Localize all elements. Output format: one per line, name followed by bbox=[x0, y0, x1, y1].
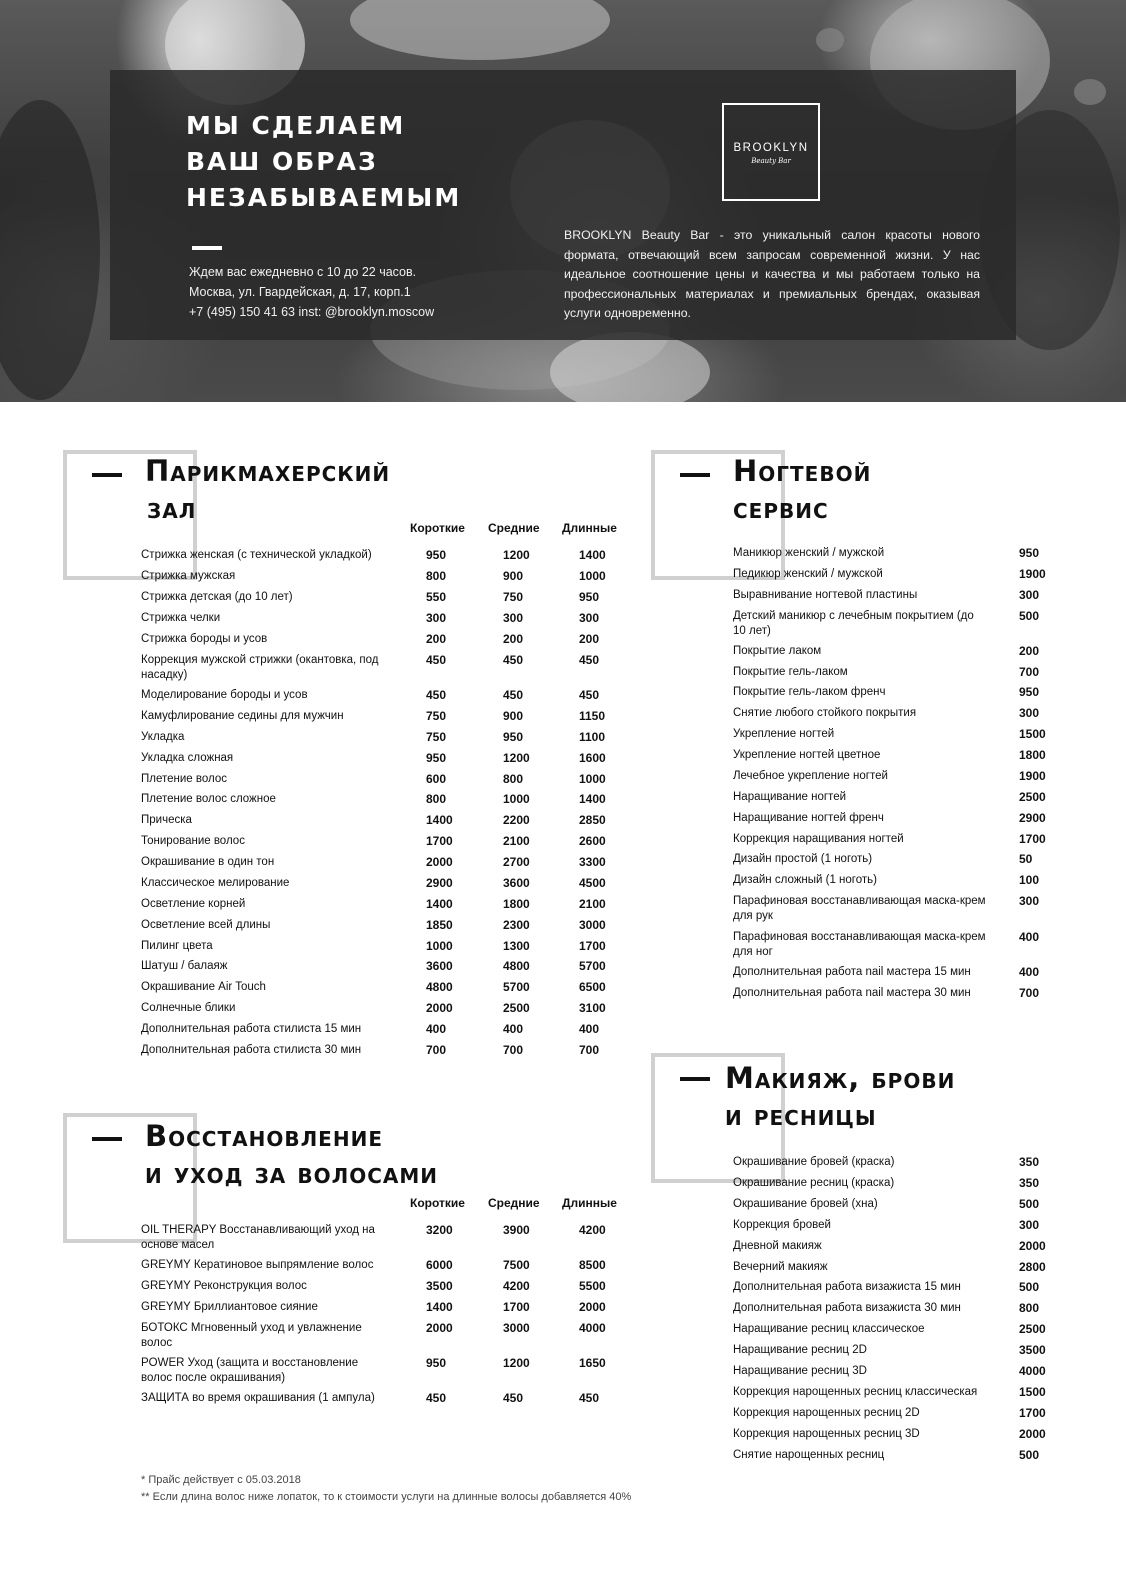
price: 2500 bbox=[1019, 790, 1046, 804]
price-short: 2000 bbox=[426, 855, 453, 869]
price: 300 bbox=[1019, 706, 1040, 720]
price-long: 5700 bbox=[579, 959, 606, 973]
price-medium: 5700 bbox=[503, 980, 530, 994]
service-name: Педикюр женский / мужской bbox=[733, 568, 883, 580]
hero-headline-line: НЕЗАБЫВАЕМЫМ bbox=[186, 183, 462, 212]
price-long: 2100 bbox=[579, 897, 606, 911]
section-dash bbox=[92, 473, 122, 477]
price-long: 4200 bbox=[579, 1223, 606, 1237]
service-name: Выравнивание ногтевой пластины bbox=[733, 589, 918, 601]
service-name: Стрижка бороды и усов bbox=[141, 633, 268, 645]
price-medium: 3000 bbox=[503, 1321, 530, 1335]
price-long: 2850 bbox=[579, 813, 606, 827]
price: 500 bbox=[1019, 1197, 1040, 1211]
service-name: Осветление всей длины bbox=[141, 919, 271, 931]
price-long: 1000 bbox=[579, 772, 606, 786]
price-short: 550 bbox=[426, 590, 447, 604]
price: 300 bbox=[1019, 894, 1040, 908]
service-name: Шатуш / балаяж bbox=[141, 960, 228, 972]
price-long: 8500 bbox=[579, 1258, 606, 1272]
price-long: 1000 bbox=[579, 569, 606, 583]
price-medium: 3900 bbox=[503, 1223, 530, 1237]
service-name: Наращивание ресниц 2D bbox=[733, 1344, 867, 1356]
service-name: Дизайн простой (1 ноготь) bbox=[733, 853, 873, 865]
price: 500 bbox=[1019, 1448, 1040, 1462]
price: 2000 bbox=[1019, 1239, 1046, 1253]
logo-wordmark: BROOKLYN bbox=[733, 142, 809, 154]
section-title-line: и уход за волосами bbox=[145, 1156, 439, 1190]
service-name: Солнечные блики bbox=[141, 1002, 236, 1014]
service-name: Укладка сложная bbox=[141, 752, 234, 764]
price-medium: 750 bbox=[503, 590, 524, 604]
column-header-short: Короткие bbox=[410, 1196, 465, 1210]
price-short: 950 bbox=[426, 548, 447, 562]
price-short: 750 bbox=[426, 709, 447, 723]
price: 500 bbox=[1019, 609, 1040, 623]
price: 800 bbox=[1019, 1301, 1040, 1315]
price: 400 bbox=[1019, 930, 1040, 944]
price-long: 4500 bbox=[579, 876, 606, 890]
price: 700 bbox=[1019, 665, 1040, 679]
price-medium: 200 bbox=[503, 632, 524, 646]
service-name: Дополнительная работа визажиста 30 мин bbox=[733, 1302, 961, 1314]
price-long: 450 bbox=[579, 1391, 600, 1405]
price-medium: 2100 bbox=[503, 834, 530, 848]
price-long: 450 bbox=[579, 653, 600, 667]
service-name: Дополнительная работа nail мастера 15 мин bbox=[733, 966, 971, 978]
price-medium: 2500 bbox=[503, 1001, 530, 1015]
price-long: 6500 bbox=[579, 980, 606, 994]
service-name: Окрашивание бровей (краска) bbox=[733, 1156, 895, 1168]
price-long: 1700 bbox=[579, 939, 606, 953]
section-title-line: и ресницы bbox=[725, 1098, 877, 1132]
section-dash bbox=[92, 1137, 122, 1141]
price-long: 5500 bbox=[579, 1279, 606, 1293]
price-long: 1150 bbox=[579, 709, 606, 723]
service-name: Тонирование волос bbox=[141, 835, 245, 847]
footnote-long-hair: ** Если длина волос ниже лопаток, то к стоимости услуги на длинные волосы добавляется 40% bbox=[141, 1491, 632, 1503]
price-short: 6000 bbox=[426, 1258, 453, 1272]
service-name: Укрепление ногтей bbox=[733, 728, 835, 740]
price-long: 2600 bbox=[579, 834, 606, 848]
price: 1500 bbox=[1019, 1385, 1046, 1399]
price-short: 950 bbox=[426, 751, 447, 765]
service-name: Моделирование бороды и усов bbox=[141, 689, 308, 701]
opening-hours: Ждем вас ежедневно с 10 до 22 часов. bbox=[189, 265, 417, 279]
price-medium: 1200 bbox=[503, 548, 530, 562]
service-name: Покрытие гель-лаком bbox=[733, 666, 848, 678]
service-name: Лечебное укрепление ногтей bbox=[733, 770, 888, 782]
service-name: GREYMY Бриллиантовое сияние bbox=[141, 1301, 318, 1313]
service-name: Окрашивание бровей (хна) bbox=[733, 1198, 878, 1210]
service-name: Коррекция бровей bbox=[733, 1219, 831, 1231]
price-short: 2000 bbox=[426, 1001, 453, 1015]
service-name: Окрашивание Air Touch bbox=[141, 981, 266, 993]
price: 100 bbox=[1019, 873, 1040, 887]
price: 1700 bbox=[1019, 1406, 1046, 1420]
price-short: 3500 bbox=[426, 1279, 453, 1293]
price: 500 bbox=[1019, 1280, 1040, 1294]
price-long: 1650 bbox=[579, 1356, 606, 1370]
price: 350 bbox=[1019, 1155, 1040, 1169]
price-long: 1100 bbox=[579, 730, 606, 744]
price-medium: 450 bbox=[503, 653, 524, 667]
price-short: 1400 bbox=[426, 897, 453, 911]
price: 1800 bbox=[1019, 748, 1046, 762]
price-long: 3100 bbox=[579, 1001, 606, 1015]
price-short: 800 bbox=[426, 792, 447, 806]
price-medium: 450 bbox=[503, 688, 524, 702]
price-medium: 950 bbox=[503, 730, 524, 744]
price-short: 450 bbox=[426, 653, 447, 667]
price-short: 1400 bbox=[426, 813, 453, 827]
price-medium: 1300 bbox=[503, 939, 530, 953]
service-name: Осветление корней bbox=[141, 898, 246, 910]
price: 300 bbox=[1019, 588, 1040, 602]
footnote-price-date: * Прайс действует с 05.03.2018 bbox=[141, 1474, 301, 1486]
price-long: 450 bbox=[579, 688, 600, 702]
price-long: 200 bbox=[579, 632, 600, 646]
service-name: Стрижка женская (с технической укладкой) bbox=[141, 549, 372, 561]
logo-tagline: Beauty Bar bbox=[751, 157, 791, 165]
service-name: Коррекция нарощенных ресниц классическая bbox=[733, 1386, 978, 1398]
hero-headline-line: ВАШ ОБРАЗ bbox=[186, 147, 378, 176]
price-medium: 1700 bbox=[503, 1300, 530, 1314]
service-name: Плетение волос bbox=[141, 773, 227, 785]
column-header-medium: Средние bbox=[488, 521, 540, 535]
service-name: Покрытие лаком bbox=[733, 645, 822, 657]
price: 400 bbox=[1019, 965, 1040, 979]
service-name: Дополнительная работа визажиста 15 мин bbox=[733, 1281, 961, 1293]
service-name: Наращивание ресниц классическое bbox=[733, 1323, 925, 1335]
service-name: Окрашивание в один тон bbox=[141, 856, 275, 868]
price: 3500 bbox=[1019, 1343, 1046, 1357]
price: 200 bbox=[1019, 644, 1040, 658]
price-medium: 900 bbox=[503, 569, 524, 583]
hero-headline-line: МЫ СДЕЛАЕМ bbox=[186, 111, 406, 140]
brooklyn-logo bbox=[722, 103, 820, 201]
hero-banner bbox=[0, 0, 1126, 402]
price-short: 700 bbox=[426, 1043, 447, 1057]
price: 300 bbox=[1019, 1218, 1040, 1232]
price-medium: 2700 bbox=[503, 855, 530, 869]
service-name: Наращивание ногтей френч bbox=[733, 812, 884, 824]
price-short: 3600 bbox=[426, 959, 453, 973]
service-name: Укладка bbox=[141, 731, 185, 743]
price: 1700 bbox=[1019, 832, 1046, 846]
service-name: Стрижка челки bbox=[141, 612, 221, 624]
service-name: Окрашивание ресниц (краска) bbox=[733, 1177, 895, 1189]
price: 2900 bbox=[1019, 811, 1046, 825]
price-medium: 2300 bbox=[503, 918, 530, 932]
section-title-line: зал bbox=[147, 491, 197, 525]
price: 950 bbox=[1019, 546, 1040, 560]
price: 950 bbox=[1019, 685, 1040, 699]
service-name: Дополнительная работа стилиста 15 мин bbox=[141, 1023, 362, 1035]
section-title-line: сервис bbox=[733, 491, 829, 525]
price: 1900 bbox=[1019, 769, 1046, 783]
service-name: Парафиновая восстанавливающая маска-крем для ног bbox=[733, 931, 986, 958]
hero-overlay-panel bbox=[110, 70, 1016, 340]
service-name: БОТОКС Мгновенный уход и увлажнение волос bbox=[141, 1322, 362, 1349]
service-name: Дневной макияж bbox=[733, 1240, 822, 1252]
section-title-line: Восстановление bbox=[145, 1119, 383, 1153]
price-short: 4800 bbox=[426, 980, 453, 994]
price-medium: 700 bbox=[503, 1043, 524, 1057]
service-name: Наращивание ресниц 3D bbox=[733, 1365, 867, 1377]
price: 50 bbox=[1019, 852, 1033, 866]
price: 2800 bbox=[1019, 1260, 1046, 1274]
service-name: Детский маникюр с лечебным покрытием (до 10 лет) bbox=[733, 610, 974, 637]
price-long: 700 bbox=[579, 1043, 600, 1057]
section-title bbox=[733, 453, 871, 527]
price-short: 750 bbox=[426, 730, 447, 744]
price-short: 1850 bbox=[426, 918, 453, 932]
service-name: Снятие нарощенных ресниц bbox=[733, 1449, 885, 1461]
price-long: 1400 bbox=[579, 548, 606, 562]
service-name: Покрытие гель-лаком френч bbox=[733, 686, 886, 698]
service-name: Дизайн сложный (1 ноготь) bbox=[733, 874, 877, 886]
service-name: Плетение волос сложное bbox=[141, 793, 276, 805]
price: 1500 bbox=[1019, 727, 1046, 741]
price-medium: 2200 bbox=[503, 813, 530, 827]
section-title bbox=[145, 453, 390, 527]
service-name: Укрепление ногтей цветное bbox=[733, 749, 881, 761]
price-long: 300 bbox=[579, 611, 600, 625]
price-long: 3000 bbox=[579, 918, 606, 932]
column-header-medium: Средние bbox=[488, 1196, 540, 1210]
service-name: GREYMY Реконструкция волос bbox=[141, 1280, 307, 1292]
service-name: ЗАЩИТА во время окрашивания (1 ампула) bbox=[141, 1392, 375, 1404]
service-name: Коррекция нарощенных ресниц 3D bbox=[733, 1428, 920, 1440]
price-long: 400 bbox=[579, 1022, 600, 1036]
service-name: GREYMY Кератиновое выпрямление волос bbox=[141, 1259, 374, 1271]
price-medium: 4200 bbox=[503, 1279, 530, 1293]
price-medium: 900 bbox=[503, 709, 524, 723]
price-medium: 800 bbox=[503, 772, 524, 786]
price-medium: 1200 bbox=[503, 1356, 530, 1370]
section-title bbox=[725, 1060, 955, 1134]
price-long: 1400 bbox=[579, 792, 606, 806]
price-long: 3300 bbox=[579, 855, 606, 869]
price-medium: 1800 bbox=[503, 897, 530, 911]
column-header-long: Длинные bbox=[562, 1196, 617, 1210]
price: 4000 bbox=[1019, 1364, 1046, 1378]
price-short: 1000 bbox=[426, 939, 453, 953]
service-name: OIL THERAPY Восстанавливающий уход на основе масел bbox=[141, 1224, 375, 1251]
section-dash bbox=[680, 473, 710, 477]
service-name: Пилинг цвета bbox=[141, 940, 213, 952]
section-title-line: Парикмахерский bbox=[145, 454, 391, 488]
service-name: Камуфлирование седины для мужчин bbox=[141, 710, 344, 722]
price-short: 800 bbox=[426, 569, 447, 583]
price-short: 600 bbox=[426, 772, 447, 786]
price-long: 950 bbox=[579, 590, 600, 604]
contact-info bbox=[189, 262, 434, 322]
price: 350 bbox=[1019, 1176, 1040, 1190]
service-name: Маникюр женский / мужской bbox=[733, 547, 885, 559]
service-name: Прическа bbox=[141, 814, 192, 826]
service-name: Стрижка детская (до 10 лет) bbox=[141, 591, 293, 603]
column-header-short: Короткие bbox=[410, 521, 465, 535]
price-medium: 7500 bbox=[503, 1258, 530, 1272]
service-name: Классическое мелирование bbox=[141, 877, 290, 889]
section-title-line: Макияж, брови bbox=[725, 1061, 956, 1095]
price-short: 3200 bbox=[426, 1223, 453, 1237]
section-title bbox=[145, 1118, 438, 1192]
hero-divider bbox=[192, 246, 222, 250]
price: 1900 bbox=[1019, 567, 1046, 581]
phone-instagram: +7 (495) 150 41 63 inst: @brooklyn.moscow bbox=[189, 305, 435, 319]
section-dash bbox=[680, 1077, 710, 1081]
service-name: Дополнительная работа nail мастера 30 мин bbox=[733, 987, 971, 999]
column-header-long: Длинные bbox=[562, 521, 617, 535]
price-long: 2000 bbox=[579, 1300, 606, 1314]
price-short: 200 bbox=[426, 632, 447, 646]
price-medium: 1200 bbox=[503, 751, 530, 765]
price-short: 950 bbox=[426, 1356, 447, 1370]
service-name: Стрижка мужская bbox=[141, 570, 236, 582]
price-short: 1700 bbox=[426, 834, 453, 848]
section-title-line: Ногтевой bbox=[733, 454, 872, 488]
service-name: Вечерний макияж bbox=[733, 1261, 828, 1273]
service-name: Парафиновая восстанавливающая маска-крем для рук bbox=[733, 895, 986, 922]
price-short: 300 bbox=[426, 611, 447, 625]
price-long: 4000 bbox=[579, 1321, 606, 1335]
price-short: 400 bbox=[426, 1022, 447, 1036]
price: 700 bbox=[1019, 986, 1040, 1000]
price-medium: 3600 bbox=[503, 876, 530, 890]
price-medium: 450 bbox=[503, 1391, 524, 1405]
service-name: Коррекция мужской стрижки (окантовка, под насадку) bbox=[141, 654, 379, 681]
service-name: Снятие любого стойкого покрытия bbox=[733, 707, 917, 719]
price-short: 450 bbox=[426, 1391, 447, 1405]
service-name: Дополнительная работа стилиста 30 мин bbox=[141, 1044, 362, 1056]
service-name: POWER Уход (защита и восстановление волос после окрашивания) bbox=[141, 1357, 359, 1384]
hero-headline bbox=[186, 108, 461, 216]
service-name: Наращивание ногтей bbox=[733, 791, 847, 803]
price: 2500 bbox=[1019, 1322, 1046, 1336]
price-long: 1600 bbox=[579, 751, 606, 765]
service-name: Коррекция нарощенных ресниц 2D bbox=[733, 1407, 920, 1419]
salon-description: BROOKLYN Beauty Bar - это уникальный салон красоты нового формата, отвечающий всем запросам современной жизни. У нас идеальное соотношение цены и качества и мы работаем только на профессиональных материалах и премиальных брендах, оказывая услуги одновременно. bbox=[564, 228, 980, 321]
price-medium: 300 bbox=[503, 611, 524, 625]
price-medium: 4800 bbox=[503, 959, 530, 973]
price-medium: 400 bbox=[503, 1022, 524, 1036]
service-name: Коррекция наращивания ногтей bbox=[733, 833, 904, 845]
address: Москва, ул. Гвардейская, д. 17, корп.1 bbox=[189, 285, 411, 299]
price-short: 1400 bbox=[426, 1300, 453, 1314]
price-short: 2000 bbox=[426, 1321, 453, 1335]
price-medium: 1000 bbox=[503, 792, 530, 806]
price-short: 2900 bbox=[426, 876, 453, 890]
price: 2000 bbox=[1019, 1427, 1046, 1441]
price-short: 450 bbox=[426, 688, 447, 702]
